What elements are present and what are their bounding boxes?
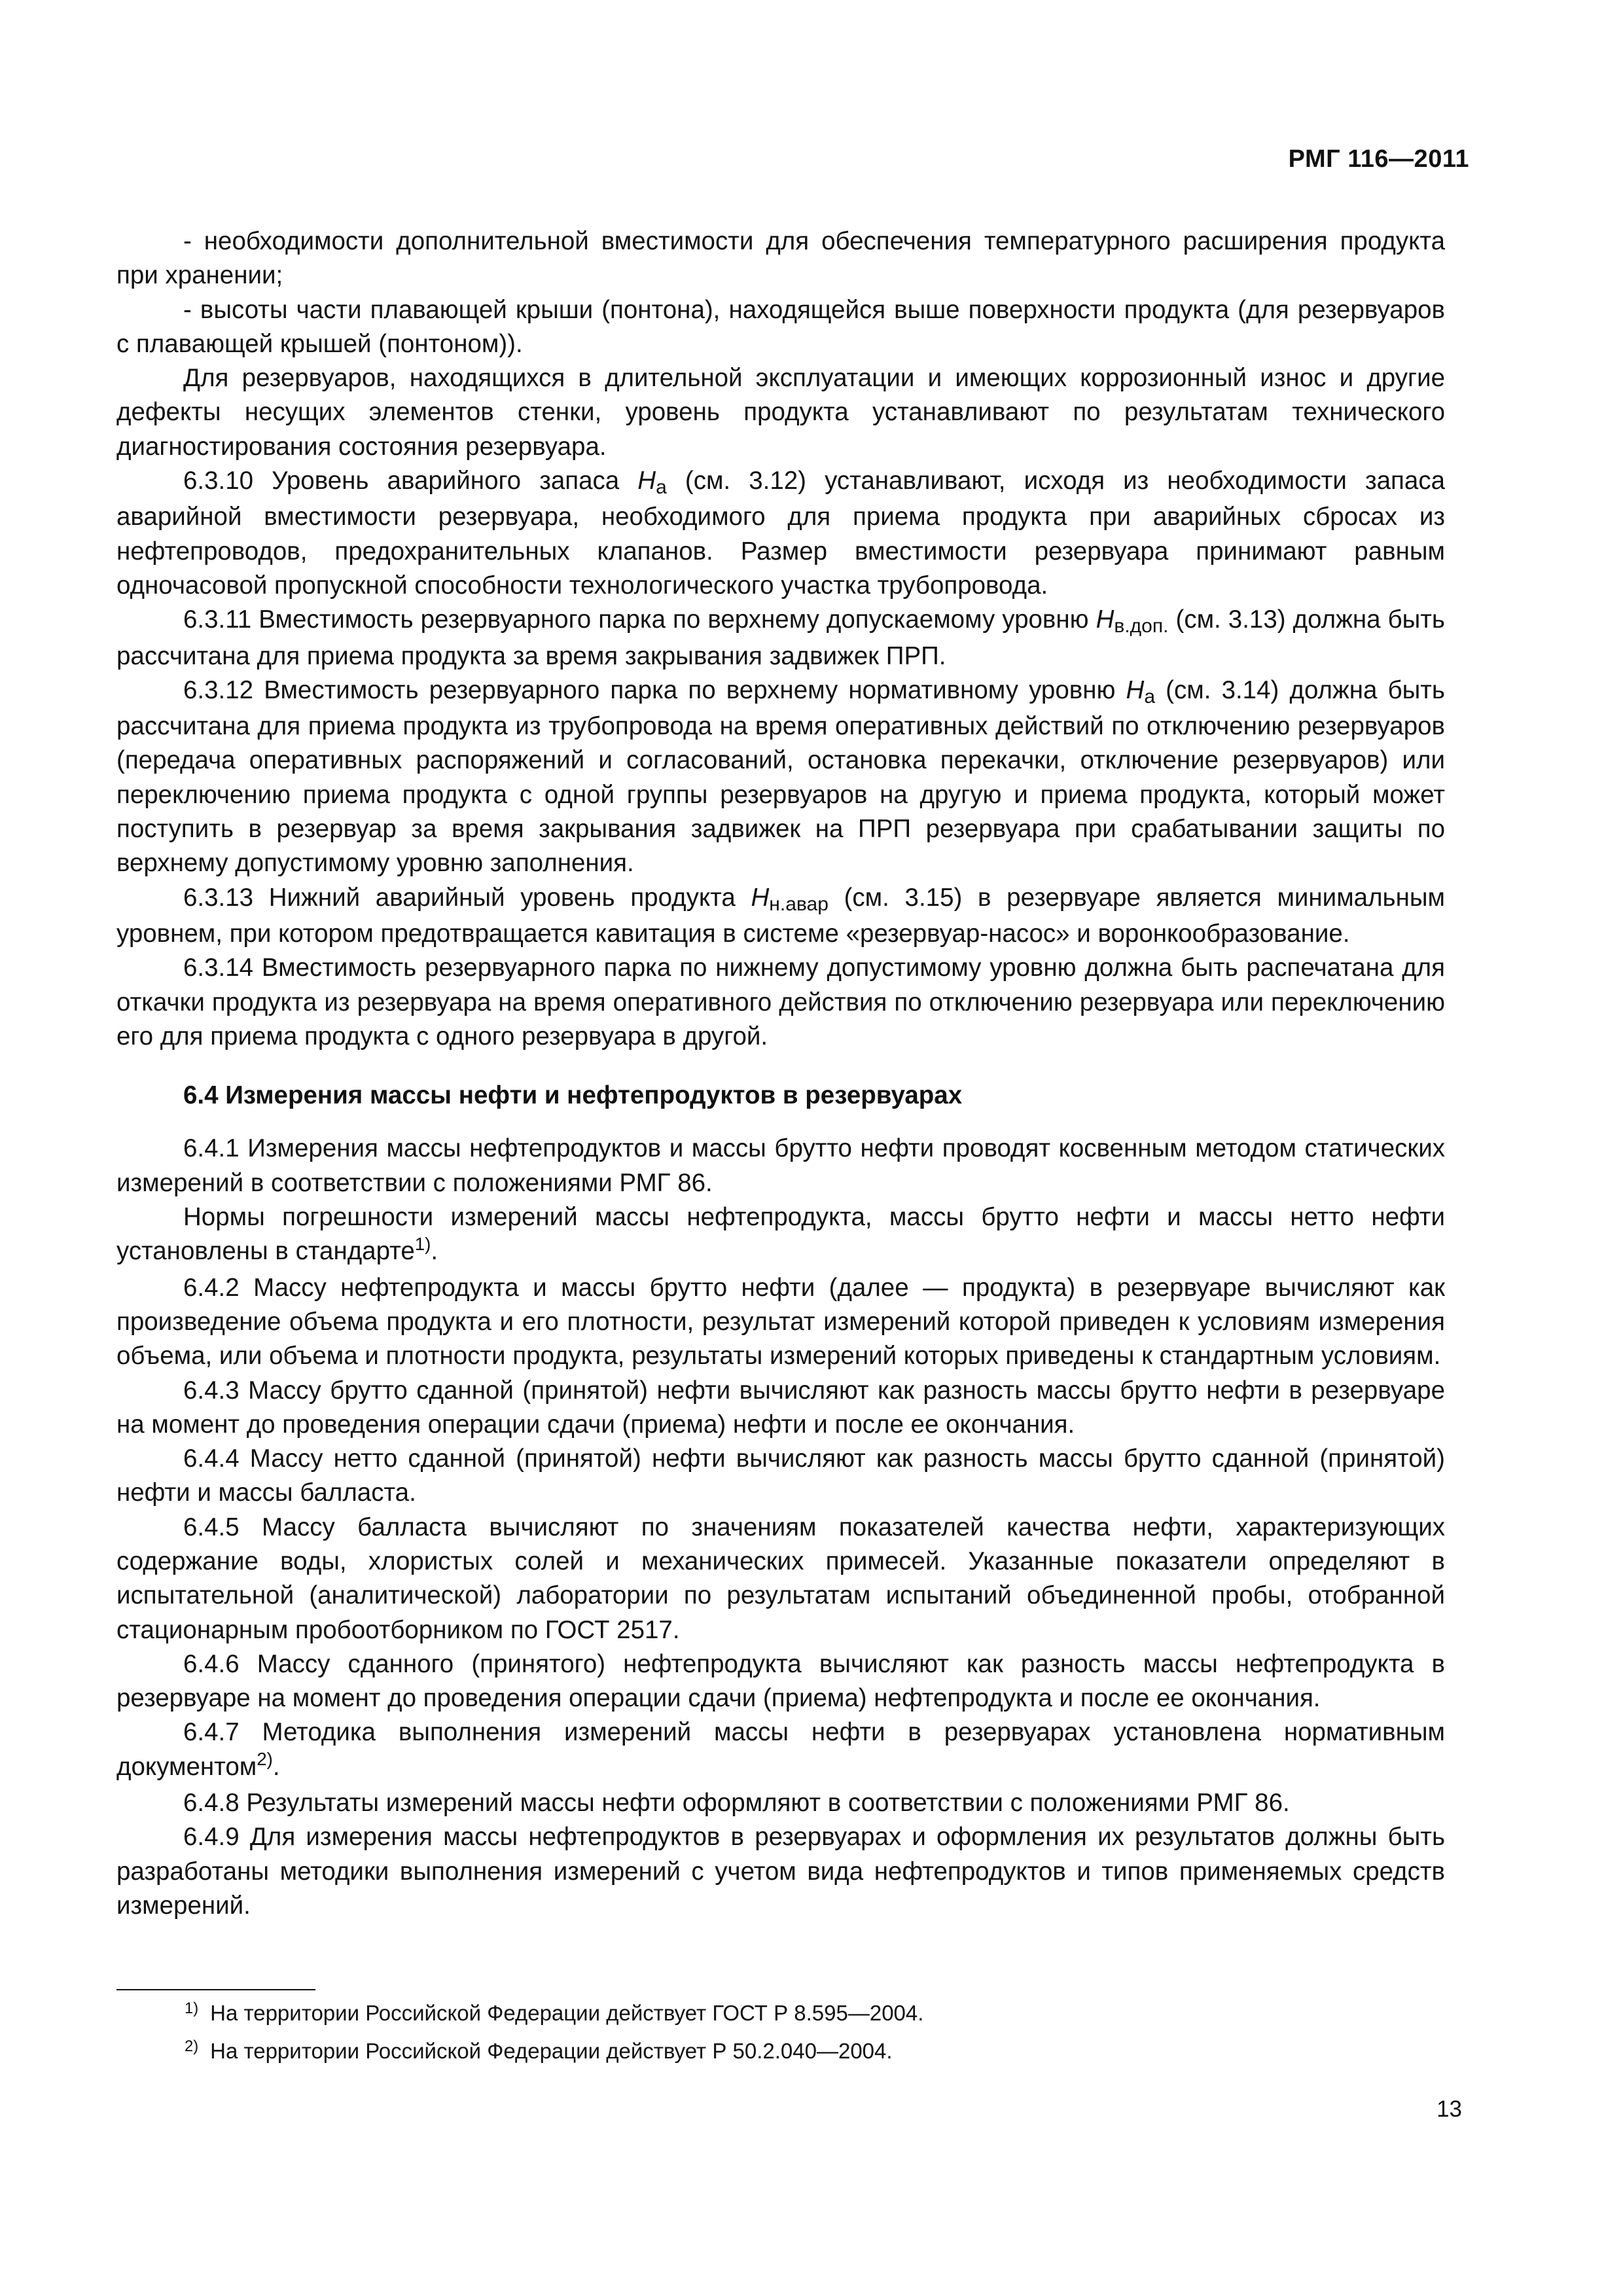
- section-heading: 6.4 Измерения массы нефти и нефтепродуктов в резервуарах: [183, 1081, 963, 1110]
- footnote-mark: 2): [185, 2037, 199, 2056]
- document-code: РМГ 116—2011: [1288, 145, 1469, 173]
- subscript: н.авар: [769, 893, 829, 915]
- paragraph-6-4-7: 6.4.7 Методика выполнения измерений массы нефти в резервуарах установлена нормативным документом$^{2)}$.: [116, 1718, 1445, 1781]
- paragraph-6-3-10: 6.3.10 Уровень аварийного запаса Hа (см. 3.12) устанавливают, исходя из необходимости запаса аварийной вместимости резервуара, необходимого для приема продукта при аварийных сбросах из нефтепроводов, предохранительных клапанов. Размер вместимости резервуара принимают равным одночасовой пропускной способности технологического участка трубопровода.: [116, 467, 1445, 600]
- subscript: а: [656, 476, 667, 499]
- paragraph-6-4-9: 6.4.9 Для измерения массы нефтепродуктов в резервуарах и оформления их результатов должны быть разработаны методики выполнения измерений с учетом вида нефтепродуктов и типов применяемых средств измерений.: [116, 1823, 1445, 1920]
- paragraph-6-4-4: 6.4.4 Массу нетто сданной (принятой) нефти вычисляют как разность массы брутто сданной (принятой) нефти и массы балласта.: [116, 1444, 1445, 1507]
- paragraph-6-4-3: 6.4.3 Массу брутто сданной (принятой) нефти вычисляют как разность массы брутто нефти в резервуаре на момент до проведения операции сдачи (приема) нефти и после ее окончания.: [116, 1376, 1445, 1439]
- footnote-mark: 1): [185, 2000, 199, 2018]
- paragraph-6-4-8: 6.4.8 Результаты измерений массы нефти оформляют в соответствии с положениями РМГ 86.: [183, 1789, 1290, 1818]
- footnote-divider: [116, 1989, 315, 1990]
- paragraph-6-4-5: 6.4.5 Массу балласта вычисляют по значениям показателей качества нефти, характеризующих содержание воды, хлористых солей и механических примесей. Указанные показатели определяют в испытательной (аналитической) лаборатории по результатам испытаний объединенной пробы, отобранной стационарным пробоотборником по ГОСТ 2517.: [116, 1513, 1445, 1644]
- paragraph-6-3-13: 6.3.13 Нижний аварийный уровень продукта Hн.авар (см. 3.15) в резервуаре является минимальным уровнем, при котором предотвращается кавитация в системе «резервуар-насос» и воронкообразование.: [116, 883, 1445, 948]
- page-number: 13: [1436, 2096, 1462, 2122]
- footnote-reference: 2): [257, 1749, 273, 1770]
- footnote-text: На территории Российской Федерации действует ГОСТ Р 8.595—2004.: [210, 2001, 924, 2025]
- footnote-item: [185, 2036, 1428, 2070]
- paragraph: - высоты части плавающей крыши (понтона), находящейся выше поверхности продукта (для резервуаров с плавающей крышей (понтоном)).: [116, 295, 1445, 358]
- paragraph-6-3-14: 6.3.14 Вместимость резервуарного парка по нижнему допустимому уровню должна быть распечатана для откачки продукта из резервуара на время оперативного действия по отключению резервуара или переключению его для приема продукта с одного резервуара в другой.: [116, 954, 1445, 1050]
- paragraph-6-4-2: 6.4.2 Массу нефтепродукта и массы брутто нефти (далее — продукта) в резервуаре вычисляют как произведение объема продукта и его плотности, результат измерений которой приведен к условиям измерения объема, или объема и плотности продукта, результаты измерений которых приведены к стандартным условиям.: [116, 1273, 1445, 1371]
- paragraph: Для резервуаров, находящихся в длительной эксплуатации и имеющих коррозионный износ и другие дефекты несущих элементов стенки, уровень продукта устанавливают по результатам технического диагностирования состояния резервуара.: [116, 364, 1445, 461]
- paragraph: - необходимости дополнительной вместимости для обеспечения температурного расширения продукта при хранении;: [116, 227, 1445, 290]
- variable-h: H: [751, 883, 770, 912]
- variable-h: H: [637, 467, 656, 495]
- footnote-reference: 1): [414, 1233, 431, 1254]
- subscript: в.доп.: [1114, 615, 1169, 637]
- variable-h: H: [1096, 605, 1115, 634]
- paragraph-6-4-1: 6.4.1 Измерения массы нефтепродуктов и массы брутто нефти проводят косвенным методом статических измерений в соответствии с положениями РМГ 86.: [116, 1134, 1445, 1197]
- paragraph-6-3-11: 6.3.11 Вместимость резервуарного парка по верхнему допускаемому уровню Hв.доп. (см. 3.13) должна быть рассчитана для приема продукта за время закрывания задвижек ПРП.: [116, 605, 1445, 670]
- subscript: а: [1144, 686, 1156, 708]
- main-text: [116, 224, 1445, 1923]
- paragraph-6-4-6: 6.4.6 Массу сданного (принятого) нефтепродукта вычисляют как разность массы нефтепродукта в резервуаре на момент до проведения операции сдачи (приема) нефтепродукта и после ее окончания.: [116, 1649, 1445, 1713]
- paragraph-6-3-12: 6.3.12 Вместимость резервуарного парка по верхнему нормативному уровню Hа (см. 3.14) должна быть рассчитана для приема продукта из трубопровода на время оперативных действий по отключению резервуаров (передача оперативных распоряжений и согласований, остановка перекачки, отключение резервуаров) или переключению приема продукта с одной группы резервуаров на другую и приема продукта, который может поступить в резервуар за время закрывания задвижек на ПРП резервуара при срабатывании защиты по верхнему допустимому уровню заполнения.: [116, 675, 1445, 878]
- footnote-item: [185, 1998, 1428, 2032]
- paragraph-error-norms: Нормы погрешности измерений массы нефтепродукта, массы брутто нефти и массы нетто нефти установлены в стандарте$^{1)}$.: [116, 1203, 1445, 1266]
- footnotes: [185, 1998, 1428, 2073]
- variable-h: H: [1126, 675, 1145, 704]
- footnote-text: На территории Российской Федерации действует Р 50.2.040—2004.: [210, 2039, 893, 2063]
